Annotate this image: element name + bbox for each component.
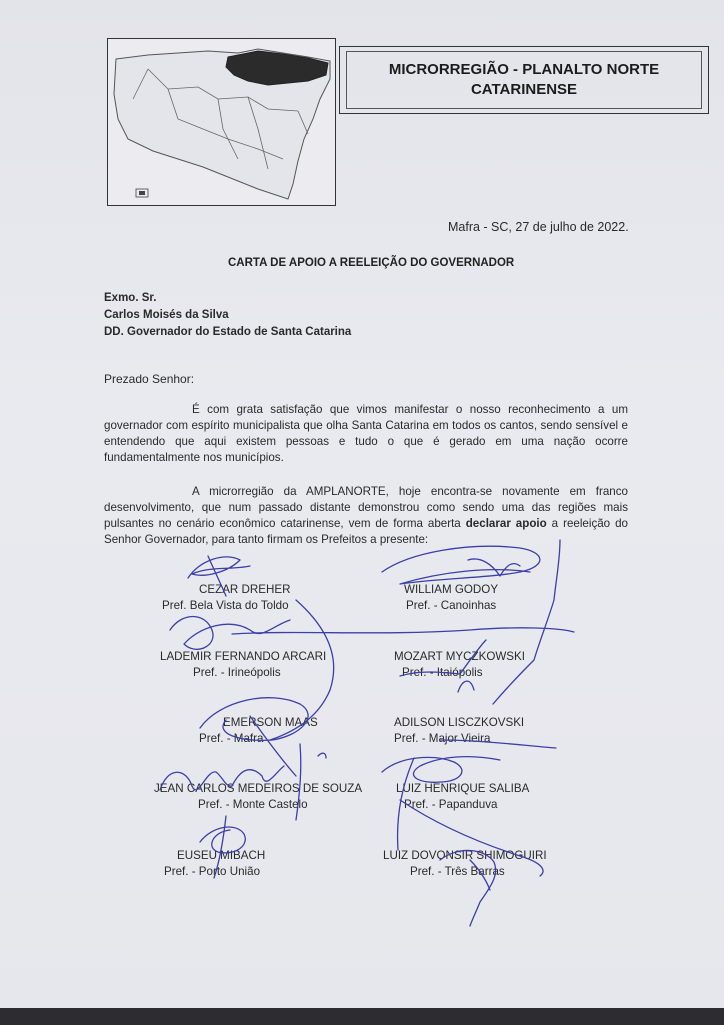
signatory-city: Pref. - Canoinhas [406, 599, 497, 612]
signatory-name: ADILSON LISCZKOVSKI [394, 716, 525, 729]
addressee-block [104, 290, 351, 341]
paragraph-2-start: A microrregião da AMPLANORTE, hoje encontra-se novamente em franco desenvolvimento, que num passado distante demonstrou como sendo uma das regiões mais pulsantes no cenário econômico catarinense, vem de forma aberta [104, 485, 628, 530]
paragraph-2-bold: declarar apoio [465, 517, 547, 530]
signatory-city: Pref. Bela Vista do Toldo [162, 599, 289, 612]
signature-stroke [318, 753, 326, 758]
santa-catarina-map-icon [108, 39, 335, 205]
signatory-name: WILLIAM GODOY [404, 583, 499, 596]
signature-stroke [382, 546, 540, 584]
signature-stroke [188, 557, 250, 578]
signatory-name: EMERSON MAAS [223, 716, 318, 729]
signatory-name: EUSEU MIBACH [177, 849, 266, 862]
signature-stroke [170, 617, 290, 650]
signature-stroke [232, 628, 574, 634]
signatory-name: CEZAR DREHER [199, 583, 291, 596]
paragraph-2 [104, 484, 628, 548]
paragraph-2-end: a reeleição do Senhor Governador, para tanto firmam os Prefeitos a presente: [104, 517, 628, 546]
signatory-city: Pref. - Itaiópolis [402, 666, 483, 679]
addressee-line: Carlos Moisés da Silva [104, 309, 229, 321]
signatory-city: Pref. - Major Vieira [394, 732, 491, 745]
signature-stroke [468, 559, 520, 576]
signature-stroke [382, 757, 500, 783]
signatory-city: Pref. - Papanduva [404, 798, 498, 811]
bottom-edge-shadow [0, 1008, 724, 1025]
paragraph-1: É com grata satisfação que vimos manifestar o nosso reconhecimento a um governador com espírito municipalista que olha Santa Catarina em todos os cantos, sendo sensível e entendendo que aqui existem pessoas e tudo o que é gerado em uma nação ocorre fundamentalmente nos municípios. [104, 403, 628, 464]
addressee-line: Exmo. Sr. [104, 292, 157, 304]
letter-title: CARTA DE APOIO A REELEIÇÃO DO GOVERNADOR [228, 257, 515, 269]
region-title-line2: CATARINENSE [470, 81, 578, 98]
signatory-name: MOZART MYCZKOWSKI [394, 650, 525, 663]
greeting: Prezado Senhor: [104, 372, 195, 386]
signatory-name: LUIZ HENRIQUE SALIBA [396, 782, 530, 795]
signature-stroke [493, 540, 560, 704]
signatory-city: Pref. - Porto União [164, 865, 261, 878]
region-title-line1: MICRORREGIÃO - PLANALTO NORTE [388, 61, 660, 78]
signature-stroke [458, 681, 474, 692]
signatory-name: LUIZ DOVONSIR SHIMOGUIRI [383, 849, 547, 862]
signatory-city: Pref. - Três Barras [410, 865, 505, 878]
region-map [107, 38, 336, 206]
signatory-name: LADEMIR FERNANDO ARCARI [160, 650, 327, 663]
signatory-city: Pref. - Irineópolis [193, 666, 281, 679]
signatory-city: Pref. - Mafra [199, 732, 264, 745]
addressee-line: DD. Governador do Estado de Santa Catarina [104, 326, 352, 338]
region-title-box [339, 46, 709, 114]
signatory-city: Pref. - Monte Castelo [198, 798, 308, 811]
signatory-name: JEAN CARLOS MEDEIROS DE SOUZA [154, 782, 363, 795]
letter-date: Mafra - SC, 27 de julho de 2022. [448, 220, 629, 234]
